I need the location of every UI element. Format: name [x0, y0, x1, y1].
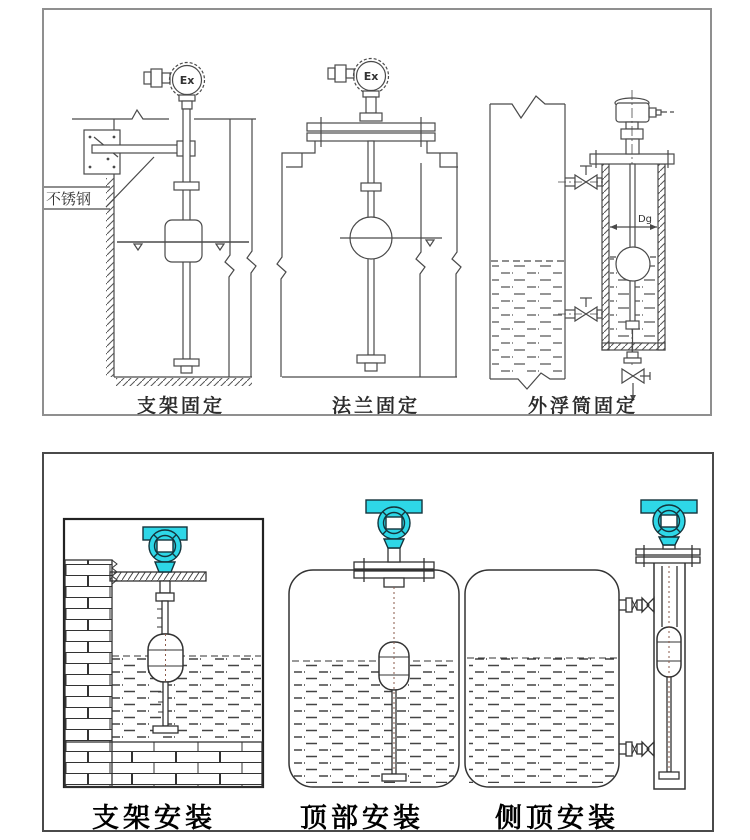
stainless-steel-label: 不锈钢 — [46, 190, 92, 208]
installation-styles-panel — [42, 452, 714, 832]
ex-label-middle: Ex — [363, 70, 379, 83]
caption-bracket-installation: 支架安装 — [92, 803, 216, 834]
dg-dimension-label: Dg — [637, 214, 653, 225]
caption-external-chamber-fixing: 外浮筒固定 — [527, 395, 638, 417]
caption-top-installation: 顶部安装 — [300, 803, 424, 834]
caption-bracket-fixing: 支架固定 — [136, 395, 225, 417]
flange-fixing-diagram — [277, 59, 461, 378]
fixing-methods-panel — [42, 8, 712, 416]
top-installation-diagram — [289, 548, 459, 787]
fixing-methods-drawing — [44, 10, 710, 414]
caption-side-top-installation: 侧顶安装 — [495, 803, 619, 834]
installation-styles-drawing — [44, 454, 712, 830]
side-top-installation-diagram — [465, 545, 700, 789]
bracket-fixing-diagram — [44, 63, 256, 387]
transmitter-head-side-top — [641, 500, 697, 545]
external-chamber-fixing-diagram — [490, 90, 674, 401]
ex-label-left: Ex — [179, 74, 195, 87]
caption-flange-fixing: 法兰固定 — [331, 395, 420, 417]
transmitter-head-top — [366, 500, 422, 548]
